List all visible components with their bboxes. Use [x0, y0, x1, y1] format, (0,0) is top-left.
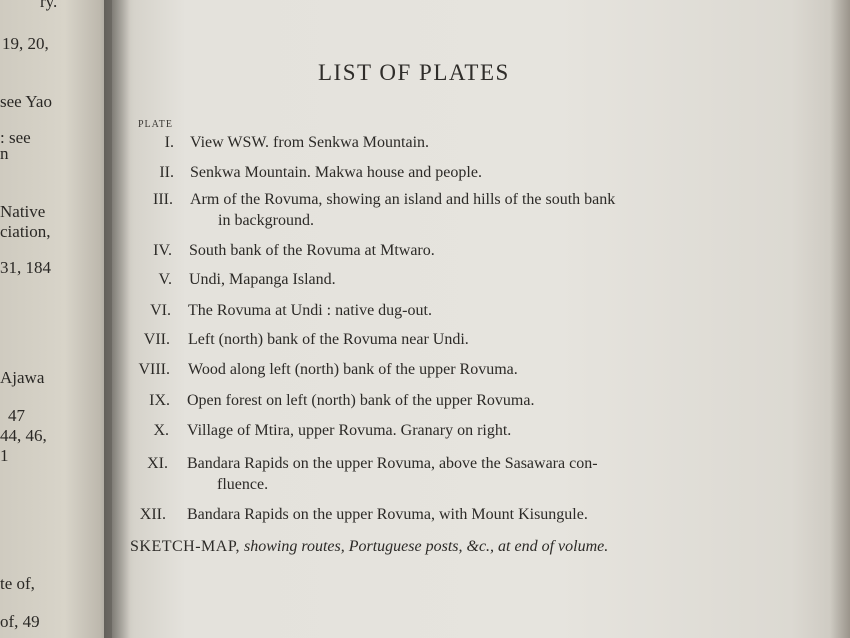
plate-number: I. — [164, 134, 174, 151]
plate-description: Open forest on left (north) bank of the upper Rovuma. — [187, 392, 535, 409]
list-item — [0, 271, 850, 293]
plate-description: The Rovuma at Undi : native dug-out. — [188, 302, 432, 319]
plate-description-continuation: fluence. — [217, 476, 269, 493]
list-item — [0, 164, 850, 186]
plate-number: VII. — [143, 331, 170, 348]
plate-number: X. — [153, 422, 169, 439]
left-page-line: 1 — [0, 446, 9, 465]
list-item — [0, 242, 850, 264]
plate-description-continuation: in background. — [218, 212, 314, 229]
sketch-map-note — [130, 538, 608, 556]
plate-description: South bank of the Rovuma at Mtwaro. — [189, 242, 435, 259]
plate-number: V. — [158, 271, 172, 288]
list-item — [0, 392, 850, 414]
left-page-line: : see — [0, 128, 31, 147]
plate-description: Bandara Rapids on the upper Rovuma, with Mount Kisungule. — [187, 506, 588, 523]
plate-column-label: PLATE — [138, 119, 173, 130]
list-item — [0, 191, 850, 213]
left-page-line: n — [0, 144, 9, 163]
plate-number: IV. — [153, 242, 172, 259]
plate-number: XI. — [147, 455, 168, 472]
plate-description: Wood along left (north) bank of the upper Rovuma. — [188, 361, 518, 378]
plate-description: Left (north) bank of the Rovuma near Undi. — [188, 331, 469, 348]
sketch-map-description: showing routes, Portuguese posts, &c., at end of volume. — [243, 538, 609, 555]
plate-description: Senkwa Mountain. Makwa house and people. — [190, 164, 482, 181]
left-page-line: 47 — [8, 406, 25, 425]
plate-number: VIII. — [138, 361, 170, 378]
left-page-line: Ajawa — [0, 368, 45, 387]
list-item — [0, 331, 850, 353]
list-item — [0, 134, 850, 156]
left-page-line: ry. — [40, 0, 58, 11]
plate-number: IX. — [149, 392, 170, 409]
plate-number: II. — [159, 164, 174, 181]
plate-description: View WSW. from Senkwa Mountain. — [190, 134, 430, 151]
plate-description: Bandara Rapids on the upper Rovuma, above the Sasawara con- — [187, 455, 598, 472]
left-page-line: 19, 20, — [2, 34, 49, 53]
left-page-line: ciation, — [0, 222, 51, 241]
list-item — [0, 361, 850, 383]
plate-description: Village of Mtira, upper Rovuma. Granary on right. — [187, 422, 512, 439]
list-item — [0, 422, 850, 444]
plate-description: Arm of the Rovuma, showing an island and hills of the south bank — [190, 191, 616, 208]
left-page-line: 31, 184 — [0, 258, 51, 277]
sketch-map-label: SKETCH-MAP, — [130, 538, 240, 555]
plate-number: III. — [153, 191, 173, 208]
left-page-line: Native — [0, 202, 46, 221]
left-page-line: te of, — [0, 574, 35, 593]
left-page-line: 44, 46, — [0, 426, 47, 445]
left-page-line: of, 49 — [0, 612, 40, 631]
list-item — [0, 506, 850, 528]
left-page-line: see Yao — [0, 92, 52, 111]
list-item — [0, 455, 850, 477]
page-title: LIST OF PLATES — [318, 60, 510, 85]
plate-number: XII. — [139, 506, 166, 523]
plate-description: Undi, Mapanga Island. — [189, 271, 336, 288]
list-item — [0, 302, 850, 324]
plate-number: VI. — [150, 302, 171, 319]
